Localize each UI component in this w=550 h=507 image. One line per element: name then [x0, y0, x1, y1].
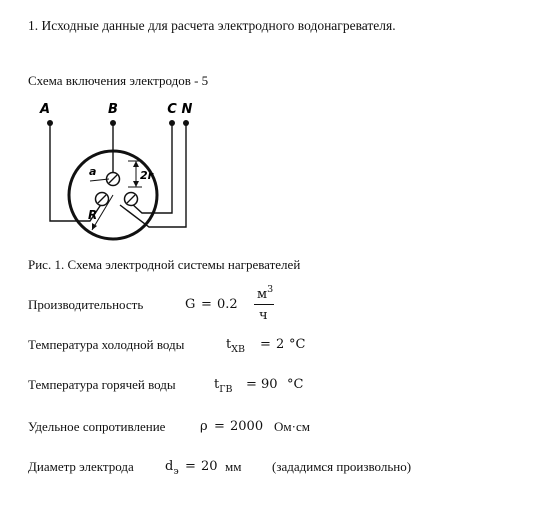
electrode-left — [96, 193, 109, 206]
terminal-label-b: B — [108, 102, 118, 117]
terminal-label-c: C — [167, 102, 177, 117]
param-productivity — [28, 282, 328, 322]
diameter-value: 20 — [201, 459, 218, 474]
electrode-right — [125, 193, 138, 206]
section-heading: 1. Исходные данные для расчета электродного водонагревателя. — [28, 18, 396, 33]
resistivity-value: 2000 — [230, 419, 264, 434]
hot-temp-symbol: $t_{ГВ}$ — [214, 377, 233, 395]
resistivity-eq: = — [214, 419, 225, 434]
diameter-note: (зададимся произвольно) — [272, 459, 412, 474]
electrode-diagram — [30, 95, 220, 245]
productivity-eq: = — [201, 297, 212, 312]
diameter-symbol: $d_э$ — [165, 459, 179, 477]
cold-temp-unit: °C — [289, 337, 306, 352]
diameter-label: Диаметр электрода — [28, 459, 134, 474]
radius-r-label: R — [88, 208, 98, 222]
hot-temp-label: Температура горячей воды — [28, 377, 176, 392]
hot-temp-eq: = — [246, 377, 257, 392]
hot-temp-value: 90 — [261, 377, 278, 392]
dimension-a-label: a — [89, 165, 97, 178]
terminal-label-n: N — [181, 102, 193, 117]
param-resistivity — [28, 420, 348, 440]
dimension-2r-arrow-top — [133, 161, 139, 167]
dimension-2r-arrow-bottom — [133, 181, 139, 187]
cold-temp-eq: = — [260, 337, 271, 352]
resistivity-symbol: ρ — [200, 419, 208, 434]
scheme-label: Схема включения электродов - 5 — [28, 73, 209, 88]
diameter-unit: мм — [225, 459, 242, 474]
radius-r-arrow — [92, 223, 97, 230]
figure-caption: Рис. 1. Схема электродной системы нагревателей — [28, 257, 301, 272]
param-diameter — [28, 460, 468, 480]
dimension-2r-label: 2r — [140, 169, 154, 182]
cold-temp-value: 2 — [276, 337, 285, 352]
diameter-eq: = — [185, 459, 196, 474]
hot-temp-unit: °C — [287, 377, 304, 392]
productivity-unit-num: $м^3$ — [257, 284, 274, 302]
productivity-unit-den: ч — [259, 308, 268, 323]
terminal-label-a: A — [39, 102, 51, 117]
cold-temp-symbol: $t_{ХВ}$ — [226, 337, 245, 355]
productivity-label: Производительность — [28, 297, 144, 312]
resistivity-unit: Ом·см — [274, 419, 310, 434]
cold-temp-label: Температура холодной воды — [28, 337, 185, 352]
param-cold-temp — [28, 338, 328, 358]
productivity-value: 0.2 — [217, 297, 238, 312]
productivity-fraction-bar — [254, 304, 274, 305]
productivity-symbol: G — [185, 297, 196, 312]
resistivity-label: Удельное сопротивление — [28, 419, 166, 434]
param-hot-temp — [28, 378, 328, 398]
